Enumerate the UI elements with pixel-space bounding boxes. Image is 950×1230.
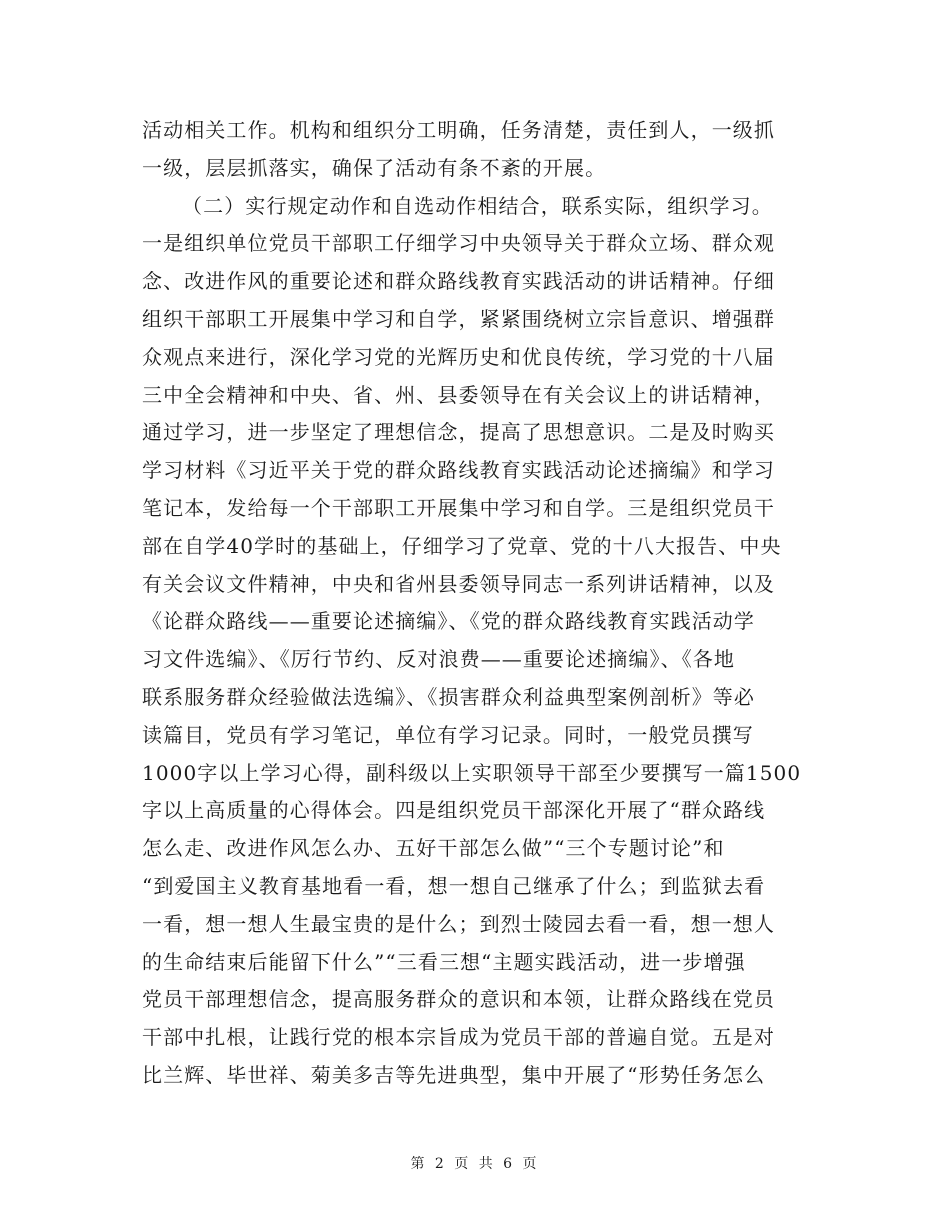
text-line: 学习材料《习近平关于党的群众路线教育实践活动论述摘编》和学习 — [142, 458, 775, 483]
text-line: 一级，层层抓落实，确保了活动有条不紊的开展。 — [142, 155, 607, 180]
text-line: 众观点来进行，深化学习党的光辉历史和优良传统，学习党的十八届 — [142, 344, 775, 369]
body-text — [142, 112, 822, 1095]
text-line: 通过学习，进一步坚定了理想信念，提高了思想意识。二是及时购买 — [142, 420, 775, 445]
section-heading-line: （二）实行规定动作和自选动作相结合，联系实际，组织学习。 — [182, 193, 773, 218]
text-line: 有关会议文件精神，中央和省州县委领导同志一系列讲话精神，以及 — [142, 571, 775, 596]
text-line: 比兰辉、毕世祥、菊美多吉等先进典型，集中开展了“形势任务怎么 — [142, 1062, 766, 1087]
text-line: “到爱国主义教育基地看一看，想一想自己继承了什么；到监狱去看 — [142, 873, 766, 898]
text-line: 的生命结束后能留下什么”“三看三想“主题实践活动，进一步增强 — [142, 949, 746, 974]
text-line: 党员干部理想信念，提高服务群众的意识和本领，让群众路线在党员 — [142, 987, 775, 1012]
text-line: 笔记本，发给每一个干部职工开展集中学习和自学。三是组织党员干 — [142, 495, 775, 520]
page-number-footer: 第 2 页 共 6 页 — [410, 1156, 540, 1172]
text-line: 1000字以上学习心得，副科级以上实职领导干部至少要撰写一篇1500 — [142, 760, 802, 785]
text-line: 习文件选编》、《厉行节约、反对浪费——重要论述摘编》、《各地 — [142, 647, 735, 672]
text-line: 组织干部职工开展集中学习和自学，紧紧围绕树立宗旨意识、增强群 — [142, 306, 775, 331]
text-line: 三中全会精神和中央、省、州、县委领导在有关会议上的讲话精神， — [142, 382, 775, 407]
text-line: 联系服务群众经验做法选编》、《损害群众利益典型案例剖析》等必 — [142, 684, 755, 709]
text-line: 一看，想一想人生最宝贵的是什么；到烈士陵园去看一看，想一想人 — [142, 911, 775, 936]
text-line: 《论群众路线——重要论述摘编》、《党的群众路线教育实践活动学 — [142, 609, 755, 634]
text-line: 读篇目，党员有学习笔记，单位有学习记录。同时，一般党员撰写 — [142, 722, 754, 747]
text-line: 字以上高质量的心得体会。四是组织党员干部深化开展了“群众路线 — [142, 798, 766, 823]
text-line: 念、改进作风的重要论述和群众路线教育实践活动的讲话精神。仔细 — [142, 269, 775, 294]
text-line: 活动相关工作。机构和组织分工明确，任务清楚，责任到人，一级抓 — [142, 118, 775, 142]
text-line: 怎么走、改进作风怎么办、五好干部怎么做”“三个专题讨论”和 — [142, 836, 725, 861]
text-line: 一是组织单位党员干部职工仔细学习中央领导关于群众立场、群众观 — [142, 231, 775, 256]
text-line: 干部中扎根，让践行党的根本宗旨成为党员干部的普遍自觉。五是对 — [142, 1025, 775, 1050]
text-line: 部在自学40学时的基础上，仔细学习了党章、党的十八大报告、中央 — [142, 533, 782, 558]
